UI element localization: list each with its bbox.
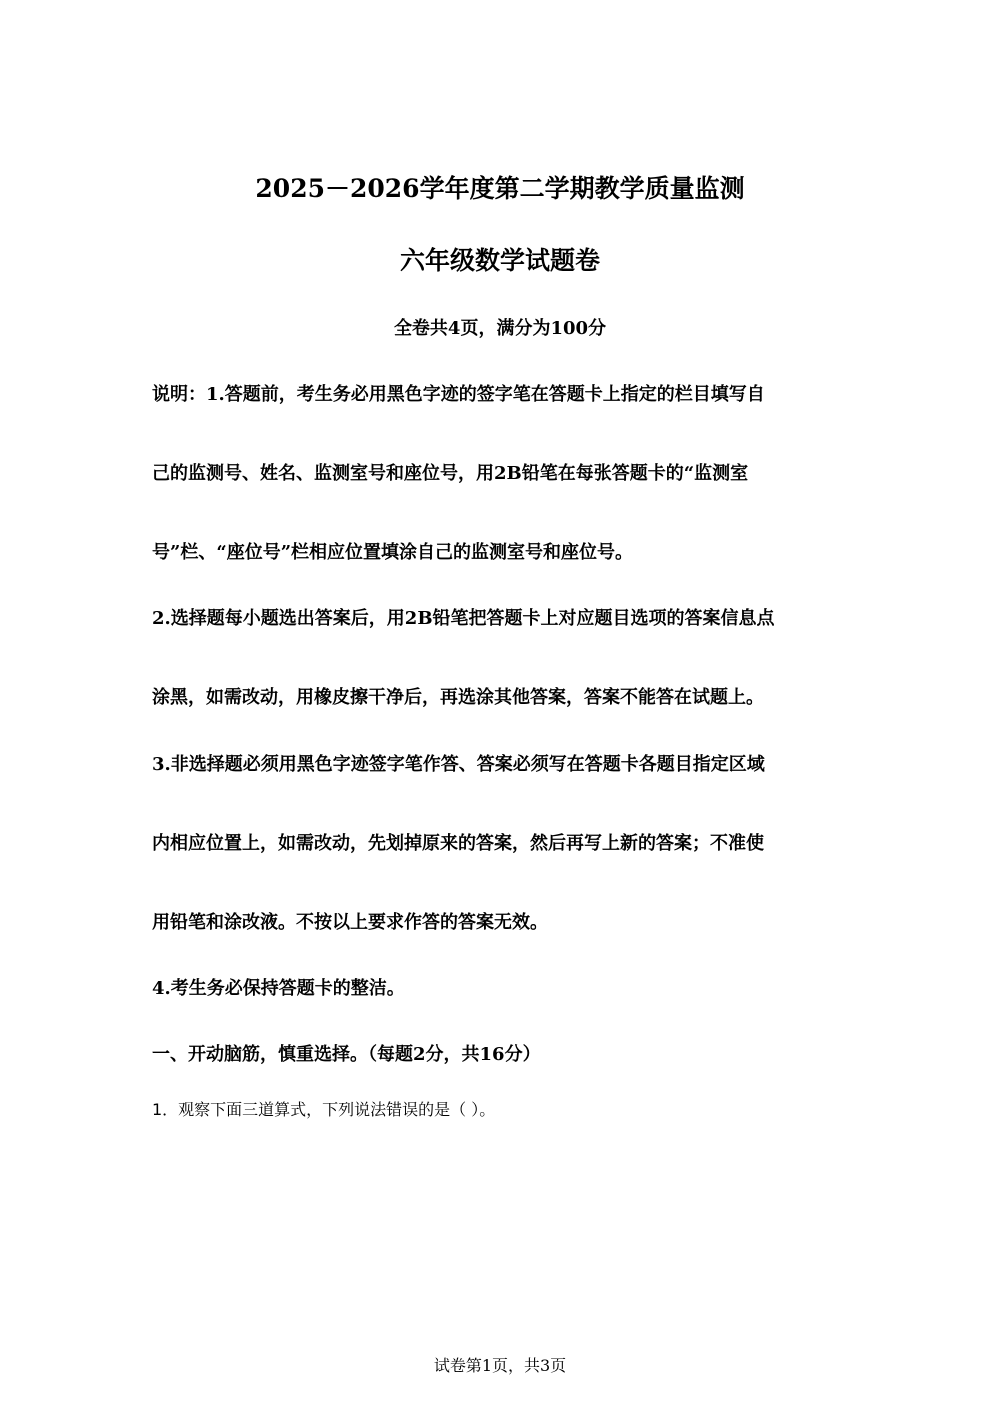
instruction-line: 用铅笔和涂改液。不按以上要求作答的答案无效。 <box>152 912 548 933</box>
instruction-line: 3.非选择题必须用黑色字迹签字笔作答、答案必须写在答题卡各题目指定区域 <box>152 754 765 775</box>
exam-subtitle: 全卷共4页，满分为100分 <box>393 318 607 339</box>
instruction-line: 己的监测号、姓名、监测室号和座位号，用2B铅笔在每张答题卡的“监测室 <box>152 463 749 484</box>
exam-title-line1: 2025－2026学年度第二学期教学质量监测 <box>255 174 745 203</box>
instruction-line: 涂黑，如需改动，用橡皮擦干净后，再选涂其他答案，答案不能答在试题上。 <box>152 687 764 708</box>
instruction-line: 2.选择题每小题选出答案后，用2B铅笔把答题卡上对应题目选项的答案信息点 <box>152 608 775 629</box>
instruction-line: 说明：1.答题前，考生务必用黑色字迹的签字笔在答题卡上指定的栏目填写自 <box>152 384 765 405</box>
exam-title-line2: 六年级数学试题卷 <box>399 246 600 275</box>
instruction-line: 4.考生务必保持答题卡的整洁。 <box>152 978 405 999</box>
instruction-line: 号”栏、“座位号”栏相应位置填涂自己的监测室号和座位号。 <box>152 542 634 563</box>
page-footer: 试卷第1页，共3页 <box>433 1356 567 1375</box>
question-1: 1．观察下面三道算式，下列说法错误的是（ ）。 <box>152 1100 496 1119</box>
section-heading: 一、开动脑筋，慎重选择。（每题2分，共16分） <box>152 1044 541 1065</box>
instruction-line: 内相应位置上，如需改动，先划掉原来的答案，然后再写上新的答案；不准使 <box>152 833 764 854</box>
